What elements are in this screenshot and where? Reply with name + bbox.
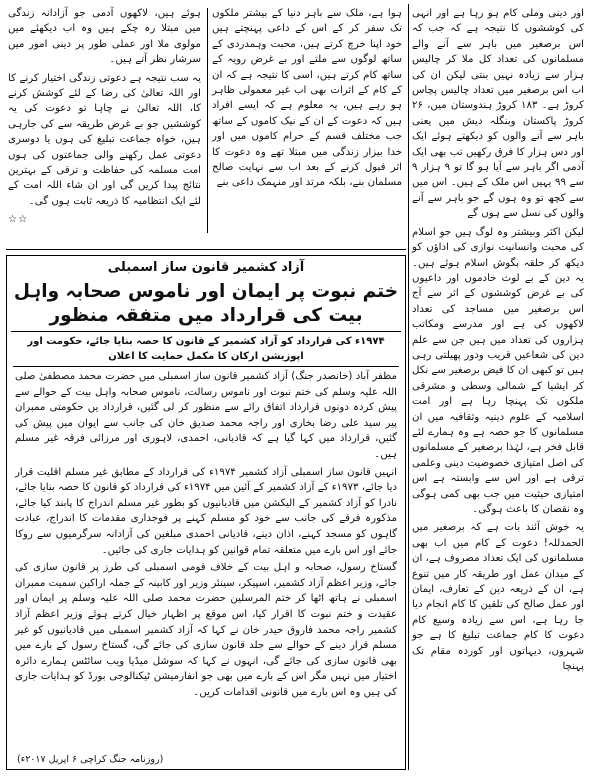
paragraph: یہ خوش آئند بات ہے کہ برصغیر میں الحمدللہ! دعوت کے کام میں اب بھی مسلمانوں کی ایک تعداد مصروف ہے، ان کے میدان عمل اور طریقہ کار میں تنوع ہے، ان کے ذریعہ دین کے تعارف، ایمان اور عمل صالح کی تلقین کا کام انجام دیا جا رہا ہے، اس سے زیادہ وسیع کام دعوت کا کام جماعت تبلیغ کا ہے جو شہروں، دیہاتوں اور کوردہ مقام تک پہنچا bbox=[412, 522, 584, 673]
article-source: (روزنامہ جنگ کراچی ۶ اپریل ۲۰۱۷ء) bbox=[17, 754, 164, 765]
column-divider bbox=[207, 8, 208, 233]
paragraph: یہ سب نتیجہ ہے دعوتی زندگی اختیار کرنے کا اور اللہ تعالیٰ کی رضا کے لئے کوشش کرنے کا، اللہ تعالیٰ نے چاہا تو دعوت کی یہ کوششیں جو بے غرض طریقہ سے کی جارہی ہیں، خواہ جماعت تبلیغ کی ہوں یا دوسری دعوتی عمل رکھنے والی جماعتوں کی ہوں امت مسلمہ کی حفاظت و ترقی کے بہترین نتائج پیدا کریں گی اور ان شاء اللہ امت کے لئے ایک انتظامیہ کا ذریعہ ثابت ہوں گی۔ bbox=[8, 72, 201, 207]
end-mark: ☆☆ bbox=[8, 214, 29, 226]
column-divider bbox=[408, 4, 409, 770]
paragraph: لیکن اکثر وبیشتر وہ لوگ ہیں جو اسلام کی محبت وانسانیت نوازی کی اداؤں کو دیکھ کر حلقہ بگوش اسلام ہوئے ہیں۔ یہ دین کے بے لوث خادموں اور داعیوں کی بے غرض کوششوں کے اثر سے آج اس برصغیر میں مساجد کی تعداد لاکھوں کی ہے اور مدرسے ومکاتب ہزاروں کی تعداد میں ہیں جن سے علم دین کی شعاعیں قریب ودور پھیلتی رہی ہیں تو کبھی ان کا فیض برصغیر سے نکل کر ایشیا کے شمالی وسطی و مشرقی ملکوں تک پہنچا رہا ہے اور امت اسلامیہ کے علوم دینیہ وثقافیہ میں ان مسلمانوں کا جو حصہ ہے وہ ہمارے لئے قابل فخر ہے، لہٰذا برصغیر کے مسلمانوں کی اصل امتیازی خصوصیت دینی وعلمی ترقی ہے اور اس سے وابستہ ہے اس امتیازی حیثیت میں جب بھی کمی ہوگی وہ نقصان کا باعث ہوگی۔ bbox=[411, 226, 584, 515]
section-divider bbox=[6, 249, 406, 250]
middle-top-column bbox=[212, 6, 402, 246]
article-headline: ختم نبوت پر ایمان اور ناموس صحابہ واہل بیت کی قرارداد میں متفقہ منظور bbox=[11, 280, 401, 332]
article-tagline: ۱۹۷۴ء کی قرارداد کو آزاد کشمیر کے قانون کا حصہ بنایا جائے، حکومت اور اپوزیشن ارکان کا مکمل حمایت کا اعلان bbox=[13, 334, 399, 367]
article-subheading: آزاد کشمیر قانون ساز اسمبلی bbox=[107, 260, 305, 275]
paragraph: ہوئے ہیں، لاکھوں آدمی جو آزادانہ زندگی میں مبتلا رہ چکے ہیں وہ اب دیکھئے میں مولوی ملا اور عملی طور پر دینی امور میں سرشار نظر آتے ہیں۔ bbox=[8, 8, 201, 66]
paragraph: ہوا ہے، ملک سے باہر دنیا کے بیشتر ملکوں تک سفر کر کے اس کے داعی پہنچتے ہیں خود اپنا خرچ کرتے ہیں، محبت وہمدردی کے ساتھ لوگوں سے ملتے اور بے غرض رویہ کے ساتھ کام کرتے ہیں، اسی کا نتیجہ ہے کہ ان کے کام کے اثرات بھی اب غیر معمولی ظاہر ہو رہے ہیں، یہ معلوم ہے کہ ایسے افراد ہیں کہ دعوت کے ان کے نیک کاموں کے ساتھ جب مختلف قسم کے حرام کاموں میں اور خدا بیزار زندگی میں مبتلا تھے وہ دعوت کا اثر قبول کرنے کے بعد اب سے نہایت صالح مسلمان بنے، بلکہ مرتد اور منہمک داعی بنے bbox=[212, 8, 402, 189]
paragraph: اور دینی وملی کام ہو رہا ہے اور انہی کی کوششوں کا نتیجہ ہے کہ جب کہ اس برصغیر میں باہر سے آنے والے مسلمانوں کی تعداد کل ملا کر چالیس ہزار سے زیادہ نہیں بنتی لیکن ان کی اب اس برصغیر میں تعداد چالیس پچاس کروڑ ہے۔ ۱۸۳ کروڑ ہندوستان میں، ۲۶ کروڑ پاکستان وبنگلہ دیش میں یعنی باہر سے آنے والوں کو دیکھتے ہوئے ایک اور دس ہزار کا فرق رکھیں تب بھی ایک آدمی اگر باہر سے آیا ہو گا تو ۹ ہزار ۹ سے ۹۹ یہیں اس ملک کے ہیں۔ اس میں سے کچھ تو وہ ہوں گے جو باہر سے آنے والوں کی نسل سے ہوں گے bbox=[412, 8, 584, 220]
news-article-box bbox=[6, 255, 406, 770]
right-column bbox=[412, 6, 584, 772]
article-paragraph: گستاخ رسول، صحابہ و اہل بیت کے خلاف قومی اسمبلی کی طرز پر قانون سازی کی جائے، وزیر اعظم آزاد کشمیر، اسپیکر، سینئر وزیر اور کابینہ کے جملہ اراکین سمیت ممبران اسمبلی نے ہاتھ اٹھا کر ختم المرسلین حضرت محمد صلی اللہ علیہ وسلم پر ایمان اور عقیدت و ختم نبوت کا اقرار کیا، اس موقع پر اظہار خیال کرتے ہوئے وزیر اعظم آزاد کشمیر راجہ محمد فاروق حیدر خان نے کہا کہ آزاد کشمیر اسمبلی میں قادیانیوں کو غیر مسلم قرار دینے کے حوالے سے جلد قانون سازی کی جائے گی، گستاخ رسول کے بارے میں بھی قانون سازی کی جائے گی، انہوں نے کہا کہ سوشل میڈیا ویب سائٹس ہمارے دائرہ اختیار میں نہیں مگر اس کے بارے میں بھی جو انفارمیشن ٹیکنالوجی بورڈ کو ہدایات جاری کی ہیں وہ اس بارے میں قانونی اقدامات کریں۔ bbox=[15, 562, 397, 698]
article-paragraph: مظفر آباد (خانصدر جنگ) آزاد کشمیر قانون ساز اسمبلی میں حضرت محمد مصطفیٰ صلی اللہ علیہ وسلم کی ختم نبوت اور ناموس رسالت، ناموس صحابہ واہل بیت کے حوالے سے پیش کردہ دونوں قرارداد اتفاق رائے سے منظور کر لی گئیں، قرارداد یں حکومتی ممبران پیر سید علی رضا بخاری اور راجہ محمد صدیق خان کی جانب سے ایوان میں پیش کی گئیں، قرارداد میں کہا گیا ہے کہ قادیانی، احمدی، لاہوری اور مرزائی فرقہ غیر مسلم ہیں۔ bbox=[15, 371, 397, 460]
left-top-column bbox=[8, 6, 201, 246]
article-body bbox=[7, 367, 405, 700]
article-paragraph: انہیں قانون ساز اسمبلی آزاد کشمیر ۱۹۷۴ء کی قرارداد کے مطابق غیر مسلم اقلیت قرار دیا جائے، ۱۹۷۳ء کے آزاد کشمیر کے آئین میں ۱۹۷۴ء کی قرارداد کو قانون کا حصہ بنایا جائے، نادرا کو آزاد کشمیر کے الیکشن میں قادیانیوں کو بطور غیر مسلم اندراج کا پابند کیا جائے، مذکورہ فرقے کی جانب سے خود کو مسلم کہنے پر فوجداری مقدمات کا اندراج، عبادت گاہوں کو مسجد کہنے، اذان دینے، قادیانی احمدی مبلغین کی آزادانہ سرگرمیوں سے روکا جائے اور اس بارے میں متعلقہ تمام قوانین کو ہدایات جاری کی جائیں۔ bbox=[15, 466, 397, 556]
